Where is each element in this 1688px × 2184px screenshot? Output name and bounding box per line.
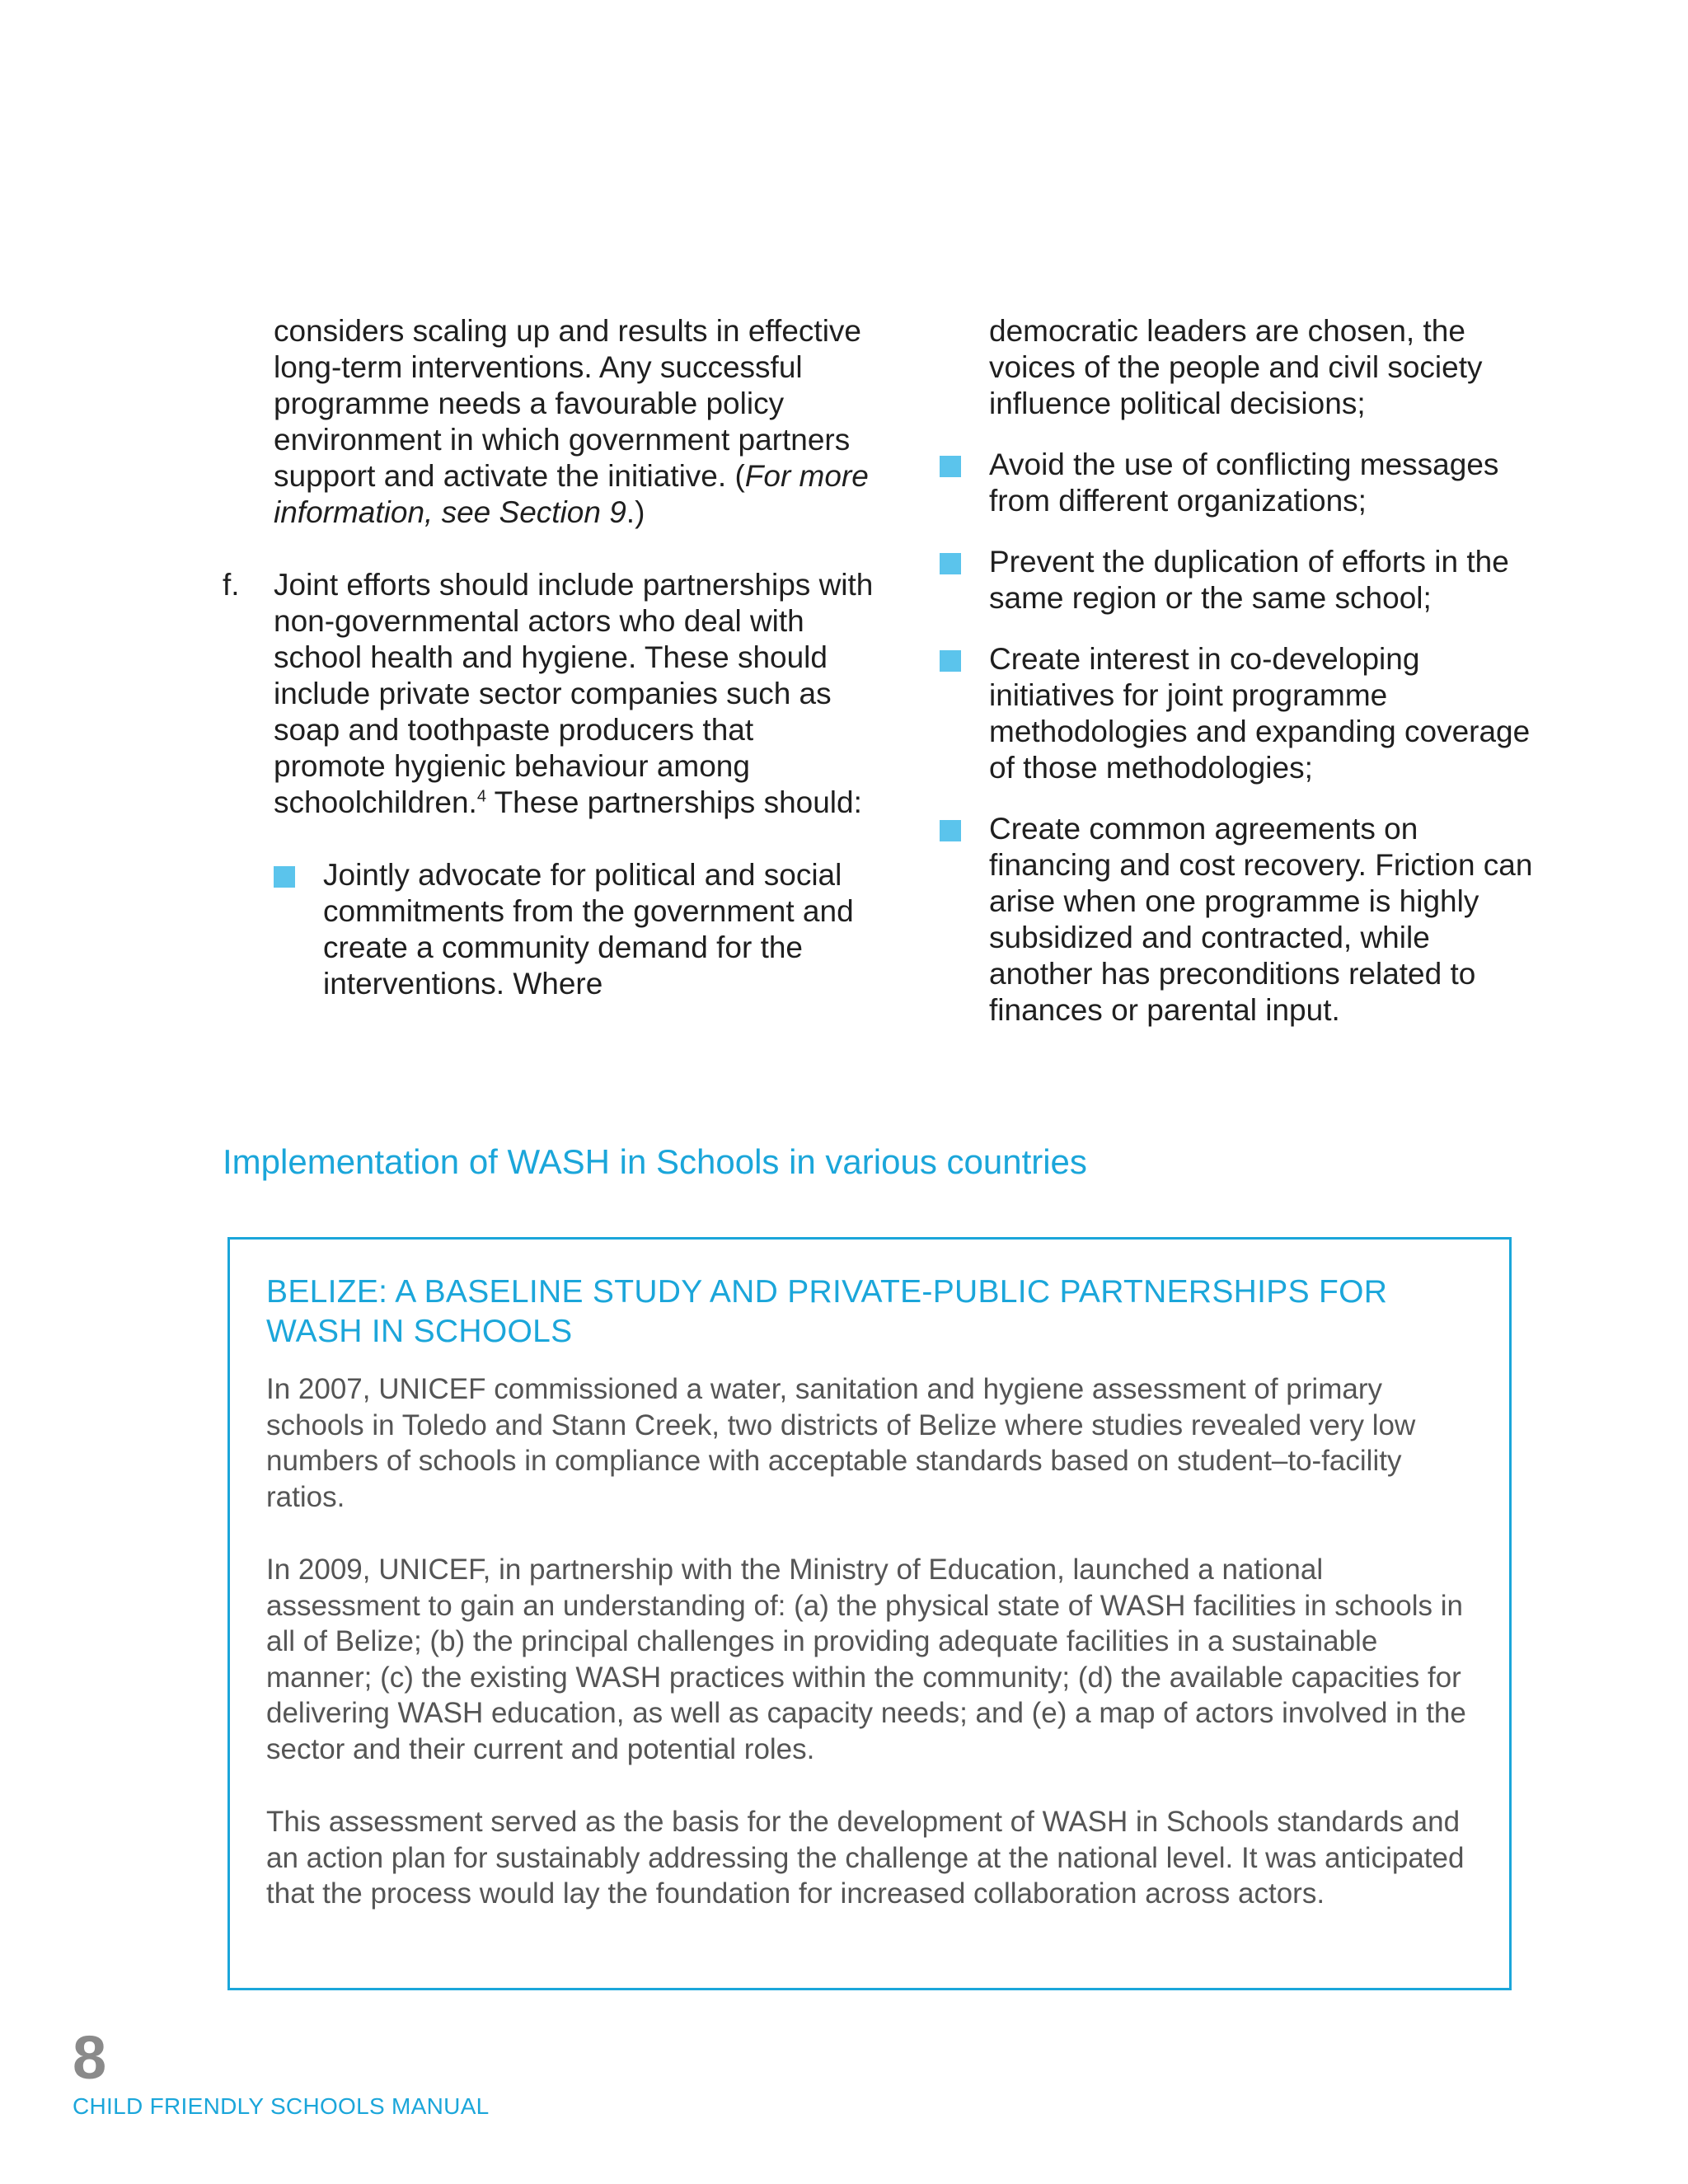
list-marker: f.	[223, 568, 240, 602]
continuation-paragraph: considers scaling up and results in effective long-term interventions. Any successful programme needs a favourable policy environment in which government partners support and activate the initiative. (For more information, see Section 9.)	[274, 314, 869, 529]
page-number: 8	[73, 2023, 107, 2092]
publication-title: CHILD FRIENDLY SCHOOLS MANUAL	[73, 2093, 490, 2119]
left-column	[223, 313, 874, 1002]
list-item-f	[223, 567, 874, 821]
square-bullet-icon	[274, 866, 295, 888]
square-bullet-icon	[940, 553, 961, 574]
square-bullet-icon	[940, 650, 961, 672]
bullet-text: Create interest in co-developing initiatives for joint programme methodologies and expanding coverage of those methodologies;	[989, 642, 1531, 785]
list-item-text: Joint efforts should include partnerships with non-governmental actors who deal with school health and hygiene. These should include private sector companies such as soap and toothpaste producers that promote hygienic behaviour among schoolchildren.$^4$ These partnerships should:	[274, 568, 874, 819]
section-heading: Implementation of WASH in Schools in various countries	[223, 1142, 1087, 1181]
continuation-paragraph: democratic leaders are chosen, the voices of the people and civil society influence political decisions;	[989, 314, 1483, 420]
case-study-paragraph: In 2007, UNICEF commissioned a water, sanitation and hygiene assessment of primary schools in Toledo and Stann Creek, two districts of Belize where studies revealed very low numbers of schools in compliance with acceptable standards based on student–to-facility ratios.	[266, 1373, 1416, 1513]
case-study-paragraph: This assessment served as the basis for the development of WASH in Schools standards and an action plan for sustainably addressing the challenge at the national level. It was anticipated that the process would lay the foundation for increased collaboration across actors.	[266, 1806, 1465, 1910]
right-column	[940, 313, 1533, 1029]
list-item-bullet	[940, 641, 1533, 786]
square-bullet-icon	[940, 820, 961, 841]
case-study-title: BELIZE: A BASELINE STUDY AND PRIVATE-PUBLIC PARTNERSHIPS FOR WASH IN SCHOOLS	[266, 1274, 1388, 1349]
footnote-ref: 4	[476, 787, 486, 806]
list-item-bullet	[940, 811, 1533, 1029]
case-study-paragraph: In 2009, UNICEF, in partnership with the Ministry of Education, launched a national assessment to gain an understanding of: (a) the physical state of WASH facilities in schools in all of Belize; (b) the principal challenges in providing adequate facilities in a sustainable manner; (c) the existing WASH practices within the community; (d) the available capacities for delivering WASH education, as well as capacity needs; and (e) a map of actors involved in the sector and their current and potential roles.	[266, 1554, 1466, 1765]
bullet-text: Create common agreements on financing and cost recovery. Friction can arise when one programme is highly subsidized and contracted, while another has preconditions related to finances or parental input.	[989, 812, 1533, 1027]
case-study-box	[227, 1237, 1512, 1990]
list-item-bullet	[274, 857, 874, 1002]
list-item-bullet	[940, 447, 1533, 519]
bullet-text: Prevent the duplication of efforts in the same region or the same school;	[989, 545, 1509, 615]
section-reference: For more information, see Section 9	[274, 459, 869, 529]
bullet-text: Jointly advocate for political and social commitments from the government and create a community demand for the interventions. Where	[323, 858, 854, 1001]
list-item-bullet	[940, 544, 1533, 616]
square-bullet-icon	[940, 456, 961, 477]
bullet-text: Avoid the use of conflicting messages from different organizations;	[989, 448, 1499, 518]
